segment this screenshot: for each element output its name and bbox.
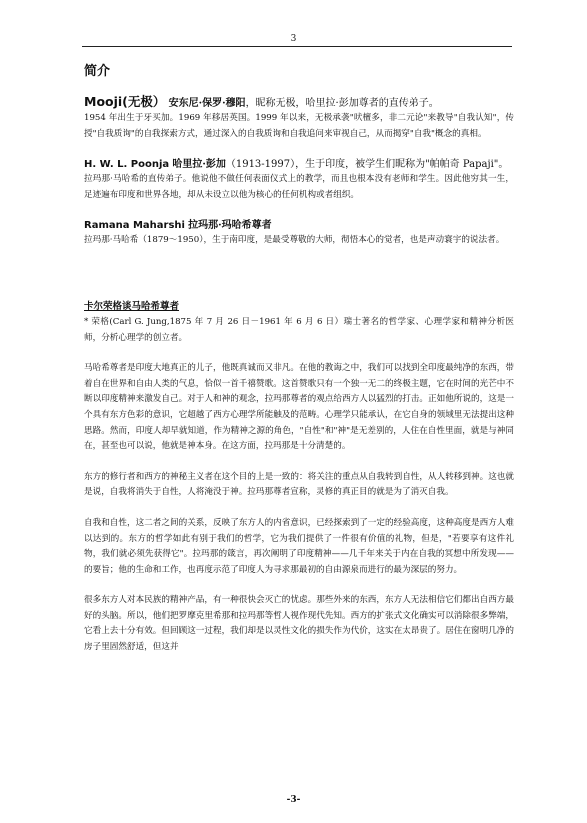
entry-name-latin: Ramana Maharshi: [84, 220, 185, 232]
entry-name-cn: 拉玛那·玛哈希尊者: [188, 220, 272, 232]
entry-poonja: [84, 157, 514, 203]
entry-body: 1954 年出生于牙买加。1969 年移居英国。1999 年以来，无极承袭"吠檀多，非二元论"来教导"自我认知"，传授"自我质询"的自我探索方式，通过深入的自我质询和自我追问来审视自己，从而揭穿"自我"概念的真相。: [84, 113, 514, 139]
paragraph: 很多东方人对本民族的精神产品，有一种很快会灭亡的忧虑。那些外来的东西，东方人无法相信它们都出自西方最好的头脑。所以，他们把罗摩克里希那和拉玛那等哲人视作现代先知。西方的扩张式文化确实可以消除很多弊端，它看上去十分有效。但回顾这一过程，我们却是以灵性文化的损失作为代价，这实在太昂贵了。居住在窗明几净的房子里固然舒适，但这并: [84, 595, 514, 653]
header-rule: [82, 46, 512, 47]
footer-page-number: -3-: [286, 795, 301, 805]
entry-name-cn: 安东尼·保罗·穆阳: [168, 98, 246, 109]
entry-body: 拉玛那·马哈希的直传弟子。他说他不做任何表面仪式上的教学，而且也根本没有老师和学生。因此他穷其一生，足迹遍布印度和世界各地，却从未设立以他为核心的任何机构或者组织。: [84, 174, 514, 200]
page-content: [84, 64, 514, 671]
entry-title: [84, 94, 514, 111]
entry-title: [84, 218, 514, 233]
entry-name-latin: Mooji(无极）: [84, 94, 166, 109]
entry-mooji: [84, 94, 514, 142]
paragraph: 马哈希尊者是印度大地真正的儿子，他既真诚而又非凡。在他的教诲之中，我们可以找到全印度最纯净的东西，带着自在世界和自由人类的气息，恰似一首千禧赞歌。这首赞歌只有一个独一无二的终极主题，它在时间的光芒中不断以印度精神来激发自己。对于人和神的观念，拉玛那尊者的观点给西方人以猛烈的打击。正如他所说的，这是一个具有东方色彩的意识，它超越了西方心理学所能触及的范畴。心理学只能承认，在它自身的领域里无法提出这种思路。然而，印度人却早就知道，作为精神之源的角色，"自性"和"神"是无差别的，人住在自性里面，就是与神同在，甚至也可以说，他就是神本身。在这方面，拉玛那是十分清楚的。: [84, 363, 514, 452]
section-title-jung: 卡尔荣格谈马哈希尊者: [84, 300, 180, 312]
entry-title-suffix: ，昵称无极，哈里拉·彭加尊者的直传弟子。: [245, 98, 439, 109]
entry-ramana: [84, 218, 514, 249]
paragraph-jung-note: * 荣格(Carl G. Jung,1875 年 7 月 26 日－1961 年 6 月 6 日）瑞士著名的哲学家、心理学家和精神分析医师，分析心理学的创立者。: [84, 316, 514, 343]
section-title-intro: 简介: [84, 64, 111, 79]
entry-title: [84, 157, 514, 172]
entry-name-cn: 哈里拉·彭加: [172, 159, 226, 171]
paragraph: 东方的修行者和西方的神秘主义者在这个目的上是一致的：将关注的重点从自我转到自性，从人转移到神。这也就是说，自我将消失于自性，人将淹没于神。拉玛那尊者宣称，灵修的真正目的就是为了消灭自我。: [84, 471, 514, 498]
entry-title-suffix: （1913-1997），生于印度，被学生们昵称为"帕帕奇 Papaji"。: [225, 159, 509, 171]
paragraph: 自我和自性，这二者之间的关系，反映了东方人的内省意识，已经探索到了一定的经验高度，这种高度是西方人难以达到的。东方的哲学如此有别于我们的哲学，它为我们提供了一件很有价值的礼物，但是，"若要享有这件礼物，我们就必须先获得它"。拉玛那的箴言，再次阐明了印度精神——几千年来关于内在自我的冥想中所发现——的要旨；他的生命和工作，也再度示范了印度人为寻求那最初的自由源泉而进行的最为深层的努力。: [84, 517, 514, 575]
section-spacer: [84, 264, 514, 300]
entry-name-latin: H. W. L. Poonja: [84, 159, 170, 171]
entry-body: 拉玛那·马哈希（1879～1950），生于南印度，是最受尊敬的大师，彻悟本心的觉者，也是声动寰宇的说法者。: [84, 235, 505, 246]
header-page-number: 3: [290, 34, 297, 44]
